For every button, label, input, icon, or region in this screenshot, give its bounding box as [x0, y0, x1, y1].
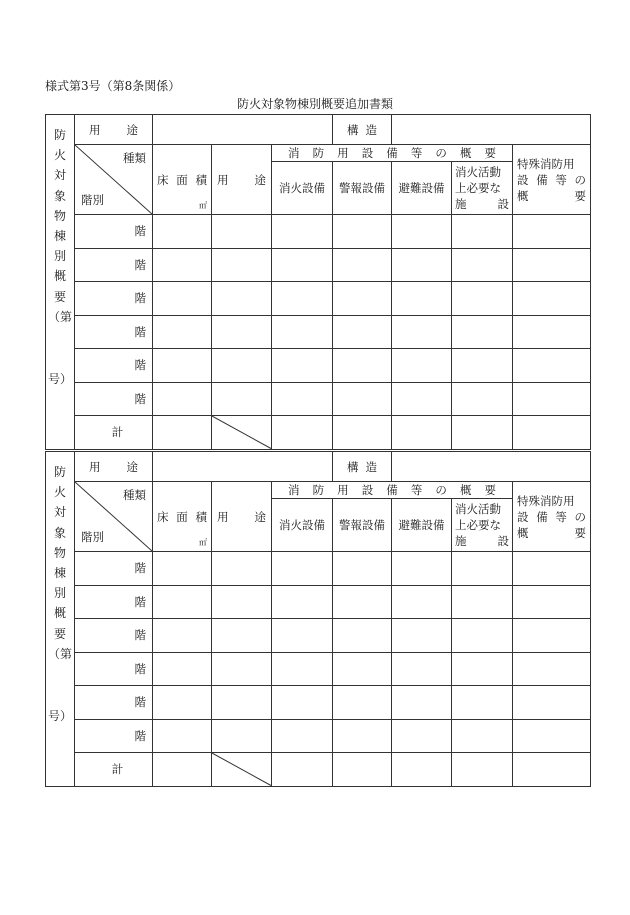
usage-cell[interactable] [212, 652, 272, 686]
usage-cell[interactable] [212, 619, 272, 653]
label-char: の [435, 146, 447, 160]
label-char: 積 [195, 172, 207, 187]
floor-area-cell[interactable] [153, 652, 212, 686]
label-char: 途 [254, 509, 266, 524]
special-equipment-cell[interactable] [513, 248, 591, 282]
kind-label: 種類 [123, 488, 146, 502]
floor-label[interactable]: 階 [75, 349, 153, 383]
label-char: 用 [89, 122, 101, 137]
side-title-char: （第 [47, 646, 72, 661]
special-equipment-cell[interactable] [513, 719, 591, 753]
floor-label[interactable]: 階 [75, 552, 153, 586]
label-char: 構 [347, 122, 359, 137]
floor-area-cell[interactable] [153, 248, 212, 282]
side-title-char: 物 [53, 545, 66, 560]
extinguishing-cell[interactable] [272, 315, 333, 349]
extinguishing-cell[interactable] [272, 248, 333, 282]
label-char: 等 [410, 146, 423, 160]
building-summary-table [45, 114, 591, 450]
firefighting-cell[interactable] [452, 315, 513, 349]
floor-row [46, 248, 591, 282]
side-title [46, 115, 75, 450]
firefighting-cell[interactable] [452, 215, 513, 249]
floor-label[interactable]: 階 [75, 686, 153, 720]
total-row [46, 416, 591, 450]
firefighting-cell[interactable] [452, 686, 513, 720]
total-row [46, 753, 591, 787]
kind-label: 種類 [123, 151, 146, 165]
extinguishing-cell[interactable] [272, 349, 333, 383]
kind-floor-header [75, 482, 153, 552]
usage-input[interactable] [153, 452, 333, 482]
alarm-cell[interactable] [333, 585, 392, 619]
floor-class-label: 階別 [81, 530, 104, 544]
floor-row [46, 585, 591, 619]
area-unit: ㎡ [199, 201, 207, 210]
usage-input[interactable] [153, 115, 333, 145]
extinguishing-cell[interactable] [272, 282, 333, 316]
total-alarm-cell[interactable] [333, 753, 392, 787]
label-char: 等 [410, 483, 423, 497]
floor-label[interactable]: 階 [75, 248, 153, 282]
firefighting-cell[interactable] [452, 652, 513, 686]
label-char: の [435, 483, 447, 497]
total-alarm-cell[interactable] [333, 416, 392, 450]
floor-row [46, 382, 591, 416]
floor-label[interactable]: 階 [75, 282, 153, 316]
usage-label [75, 115, 153, 145]
side-title-char: 概 [53, 269, 66, 284]
label-char: 途 [126, 122, 138, 137]
special-equipment-cell[interactable] [513, 315, 591, 349]
total-extinguishing-cell[interactable] [272, 753, 333, 787]
usage-header [212, 482, 272, 552]
label-char: 用 [217, 509, 229, 524]
floor-row [46, 315, 591, 349]
floor-label[interactable]: 階 [75, 619, 153, 653]
firefighting-header: 消火活動 上必要な 施 設 [452, 162, 513, 215]
label-char: 用 [337, 146, 349, 160]
special-equipment-cell[interactable] [513, 652, 591, 686]
special-equipment-cell[interactable] [513, 686, 591, 720]
total-special-cell[interactable] [513, 753, 591, 787]
special-equipment-cell[interactable] [513, 349, 591, 383]
usage-cell[interactable] [212, 215, 272, 249]
floor-area-cell[interactable] [153, 686, 212, 720]
alarm-cell[interactable] [333, 552, 392, 586]
total-label: 計 [75, 753, 153, 787]
floor-row [46, 282, 591, 316]
total-firefighting-cell[interactable] [452, 753, 513, 787]
evacuation-cell[interactable] [392, 215, 452, 249]
evacuation-cell[interactable] [392, 248, 452, 282]
total-extinguishing-cell[interactable] [272, 416, 333, 450]
evacuation-cell[interactable] [392, 315, 452, 349]
floor-row [46, 652, 591, 686]
floor-area-cell[interactable] [153, 619, 212, 653]
label-char: 用 [89, 459, 101, 474]
alarm-cell[interactable] [333, 686, 392, 720]
special-equipment-header: 特殊消防用 設 備 等 の 概 要 [513, 482, 591, 552]
evacuation-cell[interactable] [392, 686, 452, 720]
alarm-header: 警報設備 [333, 162, 392, 215]
firefighting-cell[interactable] [452, 349, 513, 383]
usage-cell[interactable] [212, 552, 272, 586]
extinguishing-header: 消火設備 [272, 162, 333, 215]
special-equipment-header: 特殊消防用 設 備 等 の 概 要 [513, 145, 591, 215]
firefighting-cell[interactable] [452, 382, 513, 416]
form-title: 防火対象物棟別概要追加書類 [236, 97, 393, 111]
evacuation-header: 避難設備 [392, 499, 452, 552]
side-title-char: 火 [53, 148, 66, 163]
firefighting-header: 消火活動 上必要な 施 設 [452, 499, 513, 552]
alarm-cell[interactable] [333, 619, 392, 653]
side-title-char: 棟 [53, 229, 66, 244]
evacuation-cell[interactable] [392, 552, 452, 586]
alarm-cell[interactable] [333, 248, 392, 282]
total-area-cell[interactable] [153, 416, 212, 450]
side-title-char: 別 [53, 586, 66, 601]
side-title-char: 号） [47, 709, 72, 724]
usage-cell[interactable] [212, 248, 272, 282]
structure-input[interactable] [392, 115, 591, 145]
label-char: 途 [126, 459, 138, 474]
usage-cell[interactable] [212, 585, 272, 619]
floor-area-cell[interactable] [153, 382, 212, 416]
total-area-cell[interactable] [153, 753, 212, 787]
structure-input[interactable] [392, 452, 591, 482]
side-title-char: 対 [53, 505, 66, 520]
floor-area-cell[interactable] [153, 719, 212, 753]
side-title-char: 対 [53, 168, 66, 183]
alarm-cell[interactable] [333, 282, 392, 316]
extinguishing-cell[interactable] [272, 552, 333, 586]
floor-class-label: 階別 [81, 193, 104, 207]
alarm-cell[interactable] [333, 382, 392, 416]
firefighting-cell[interactable] [452, 619, 513, 653]
label-char: 概 [459, 146, 472, 160]
alarm-cell[interactable] [333, 652, 392, 686]
evacuation-cell[interactable] [392, 719, 452, 753]
alarm-cell[interactable] [333, 315, 392, 349]
form-caption: 様式第3号（第8条関係） [45, 79, 181, 93]
total-usage-slash [212, 416, 272, 450]
firefighting-cell[interactable] [452, 282, 513, 316]
side-title-char: 要 [53, 289, 66, 304]
structure-label [333, 115, 392, 145]
side-title-char: 号） [47, 372, 72, 387]
floor-area-cell[interactable] [153, 349, 212, 383]
total-usage-slash [212, 753, 272, 787]
floor-row [46, 619, 591, 653]
floor-area-cell[interactable] [153, 552, 212, 586]
area-unit: ㎡ [199, 538, 207, 547]
firefighting-cell[interactable] [452, 552, 513, 586]
floor-row [46, 719, 591, 753]
label-char: 面 [176, 172, 188, 187]
floor-label[interactable]: 階 [75, 215, 153, 249]
floor-label[interactable]: 階 [75, 382, 153, 416]
label-char: 消 [288, 483, 300, 497]
special-equipment-cell[interactable] [513, 585, 591, 619]
side-title-char: （第 [47, 309, 72, 324]
label-char: 消 [288, 146, 300, 160]
floor-label[interactable]: 階 [75, 719, 153, 753]
extinguishing-cell[interactable] [272, 686, 333, 720]
label-char: 用 [217, 172, 229, 187]
label-char: 途 [254, 172, 266, 187]
label-char: 要 [484, 146, 496, 160]
label-char: 構 [347, 459, 359, 474]
label-char: 面 [176, 509, 188, 524]
special-equipment-cell[interactable] [513, 215, 591, 249]
floor-row [46, 349, 591, 383]
special-equipment-cell[interactable] [513, 619, 591, 653]
evacuation-cell[interactable] [392, 282, 452, 316]
side-title-char: 棟 [53, 566, 66, 581]
floor-row [46, 215, 591, 249]
firefighting-cell[interactable] [452, 719, 513, 753]
label-char: 備 [386, 146, 398, 160]
label-char: 設 [361, 483, 374, 497]
label-char: 防 [312, 146, 325, 160]
label-char: 積 [195, 509, 207, 524]
total-firefighting-cell[interactable] [452, 416, 513, 450]
alarm-cell[interactable] [333, 349, 392, 383]
label-char: 要 [484, 483, 496, 497]
alarm-header: 警報設備 [333, 499, 392, 552]
side-title-char: 要 [53, 626, 66, 641]
extinguishing-cell[interactable] [272, 652, 333, 686]
usage-label [75, 452, 153, 482]
alarm-cell[interactable] [333, 719, 392, 753]
evacuation-cell[interactable] [392, 349, 452, 383]
side-title-char: 象 [53, 188, 66, 203]
floor-area-cell[interactable] [153, 585, 212, 619]
floor-label[interactable]: 階 [75, 315, 153, 349]
side-title-char: 概 [53, 606, 66, 621]
floor-area-header [153, 145, 212, 215]
extinguishing-cell[interactable] [272, 215, 333, 249]
floor-area-cell[interactable] [153, 215, 212, 249]
label-char: 設 [361, 146, 374, 160]
floor-label[interactable]: 階 [75, 585, 153, 619]
extinguishing-cell[interactable] [272, 585, 333, 619]
usage-cell[interactable] [212, 349, 272, 383]
label-char: 造 [365, 459, 378, 474]
floor-area-header [153, 482, 212, 552]
side-title-char: 防 [53, 465, 66, 479]
floor-area-cell[interactable] [153, 315, 212, 349]
side-title-char: 象 [53, 525, 66, 540]
usage-cell[interactable] [212, 315, 272, 349]
label-char: 床 [157, 172, 169, 187]
extinguishing-header: 消火設備 [272, 499, 333, 552]
special-equipment-cell[interactable] [513, 552, 591, 586]
evacuation-cell[interactable] [392, 382, 452, 416]
side-title-char: 防 [53, 128, 66, 142]
usage-cell[interactable] [212, 719, 272, 753]
label-char: 概 [459, 483, 472, 497]
floor-area-cell[interactable] [153, 282, 212, 316]
total-evacuation-cell[interactable] [392, 753, 452, 787]
usage-cell[interactable] [212, 382, 272, 416]
label-char: 備 [386, 483, 398, 497]
alarm-cell[interactable] [333, 215, 392, 249]
extinguishing-cell[interactable] [272, 382, 333, 416]
fire-equipment-header [272, 145, 513, 162]
floor-row [46, 552, 591, 586]
extinguishing-cell[interactable] [272, 619, 333, 653]
side-title [46, 452, 75, 787]
firefighting-cell[interactable] [452, 248, 513, 282]
evacuation-header: 避難設備 [392, 162, 452, 215]
usage-cell[interactable] [212, 282, 272, 316]
floor-label[interactable]: 階 [75, 652, 153, 686]
kind-floor-header [75, 145, 153, 215]
extinguishing-cell[interactable] [272, 719, 333, 753]
special-equipment-cell[interactable] [513, 382, 591, 416]
evacuation-cell[interactable] [392, 585, 452, 619]
label-char: 用 [337, 483, 349, 497]
usage-header [212, 145, 272, 215]
label-char: 造 [365, 122, 378, 137]
side-title-char: 火 [53, 485, 66, 500]
building-summary-table [45, 451, 591, 787]
floor-row [46, 686, 591, 720]
evacuation-cell[interactable] [392, 652, 452, 686]
label-char: 床 [157, 509, 169, 524]
total-label: 計 [75, 416, 153, 450]
total-evacuation-cell[interactable] [392, 416, 452, 450]
fire-equipment-header [272, 482, 513, 499]
firefighting-cell[interactable] [452, 585, 513, 619]
side-title-char: 別 [53, 249, 66, 264]
special-equipment-cell[interactable] [513, 282, 591, 316]
side-title-char: 物 [53, 208, 66, 223]
evacuation-cell[interactable] [392, 619, 452, 653]
structure-label [333, 452, 392, 482]
total-special-cell[interactable] [513, 416, 591, 450]
label-char: 防 [312, 483, 325, 497]
usage-cell[interactable] [212, 686, 272, 720]
